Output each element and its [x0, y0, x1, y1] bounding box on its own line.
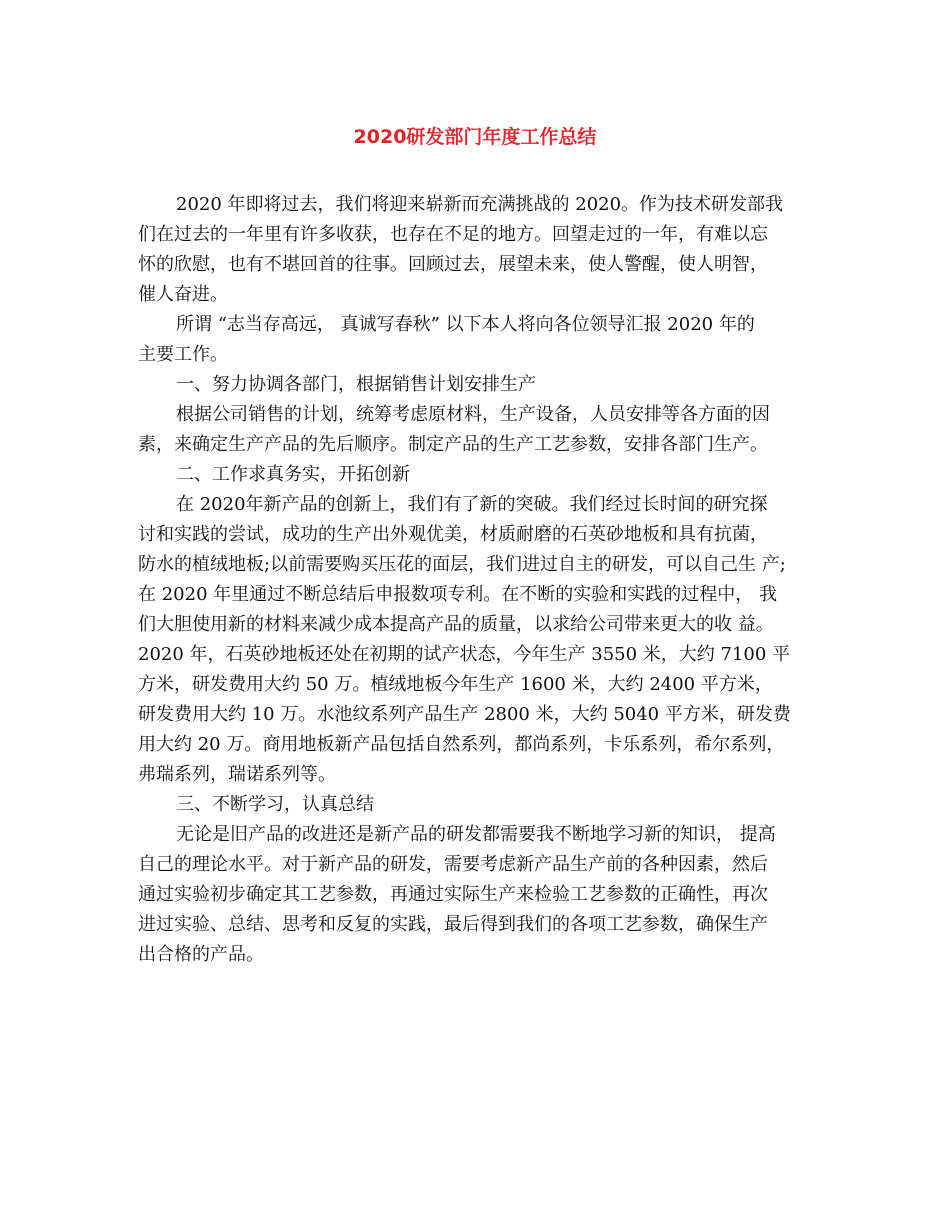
body-line: 自己的理论水平。对于新产品的研发，需要考虑新产品生产前的各种因素，然后 [138, 854, 768, 875]
body-line: 讨和实践的尝试，成功的生产出外观优美，材质耐磨的石英砂地板和具有抗菌， [138, 524, 768, 545]
body-line: 素，来确定生产产品的先后顺序。制定产品的生产工艺参数，安排各部门生产。 [138, 434, 768, 455]
body-line: 2020 年即将过去，我们将迎来崭新而充满挑战的 2020。作为技术研发部我 [176, 194, 784, 215]
body-line: 一、努力协调各部门，根据销售计划安排生产 [176, 374, 536, 395]
body-line: 根据公司销售的计划，统筹考虑原材料，生产设备，人员安排等各方面的因 [176, 404, 770, 425]
body-line: 二、工作求真务实，开拓创新 [176, 464, 410, 485]
body-line: 用大约 20 万。商用地板新产品包括自然系列，都尚系列，卡乐系列，希尔系列， [138, 734, 785, 755]
body-line: 无论是旧产品的改进还是新产品的研发都需要我不断地学习新的知识， 提高 [176, 824, 776, 845]
body-line: 方米，研发费用大约 50 万。植绒地板今年生产 1600 米，大约 2400 平方米， [138, 674, 773, 695]
body-line: 防水的植绒地板;以前需要购买压花的面层，我们进过自主的研发，可以自己生 产; [138, 554, 786, 575]
body-line: 所谓 “志当存高远， 真诚写春秋” 以下本人将向各位领导汇报 2020 年的 [176, 314, 755, 335]
body-line: 弗瑞系列，瑞诺系列等。 [138, 764, 336, 785]
body-line: 三、不断学习，认真总结 [176, 794, 374, 815]
body-line: 怀的欣慰，也有不堪回首的往事。回顾过去，展望未来，使人警醒，使人明智， [138, 254, 768, 275]
body-line: 出合格的产品。 [138, 944, 264, 965]
body-line: 们在过去的一年里有许多收获，也存在不足的地方。回望走过的一年，有难以忘 [138, 224, 768, 245]
body-line: 2020 年，石英砂地板还处在初期的试产状态，今年生产 3550 米，大约 7100 平 [138, 644, 791, 665]
document-body [138, 190, 818, 970]
document-title: 2020研发部门年度工作总结 [353, 126, 597, 148]
body-line: 进过实验、总结、思考和反复的实践，最后得到我们的各项工艺参数，确保生产 [138, 914, 768, 935]
body-line: 在 2020 年里通过不断总结后申报数项专利。在不断的实验和实践的过程中， 我 [138, 584, 777, 605]
body-line: 在 2020年新产品的创新上，我们有了新的突破。我们经过长时间的研究探 [176, 494, 768, 515]
body-line: 通过实验初步确定其工艺参数，再通过实际生产来检验工艺参数的正确性，再次 [138, 884, 768, 905]
body-line: 催人奋进。 [138, 284, 228, 305]
body-line: 主要工作。 [138, 344, 228, 365]
body-line: 研发费用大约 10 万。水池纹系列产品生产 2800 米，大约 5040 平方米，研发费 [138, 704, 791, 725]
body-line: 们大胆使用新的材料来减少成本提高产品的质量，以求给公司带来更大的收 益。 [138, 614, 774, 635]
